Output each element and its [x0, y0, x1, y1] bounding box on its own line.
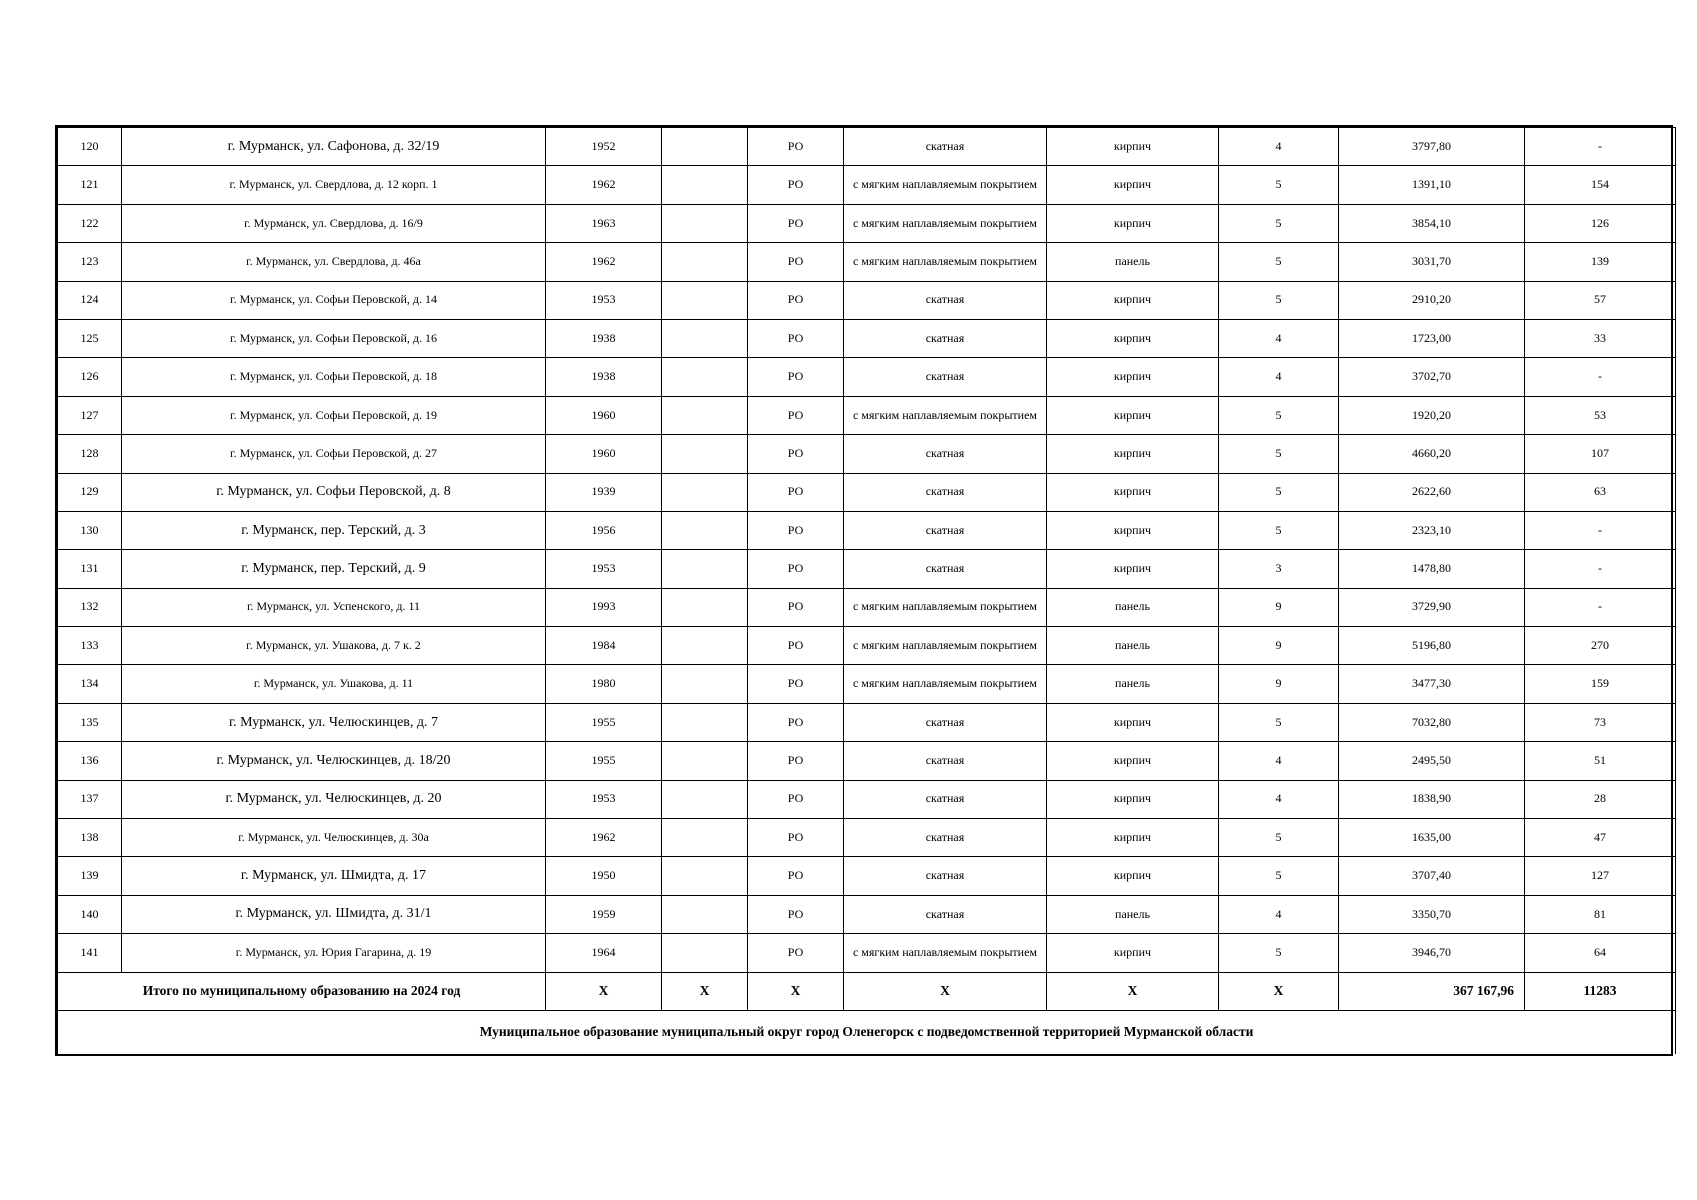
fund-mode-cell: РО [748, 243, 844, 281]
roof-type-cell: с мягким наплавляемым покрытием [844, 204, 1047, 242]
row-number: 120 [58, 128, 122, 166]
area-cell: 5196,80 [1339, 627, 1525, 665]
floors-cell: 5 [1219, 166, 1339, 204]
roof-type-cell: скатная [844, 435, 1047, 473]
fund-mode-cell: РО [748, 166, 844, 204]
total-label: Итого по муниципальному образованию на 2024 год [58, 972, 546, 1010]
roof-type-cell: скатная [844, 742, 1047, 780]
residents-cell: - [1525, 128, 1676, 166]
wall-material-cell: кирпич [1047, 550, 1219, 588]
total-residents: 11283 [1525, 972, 1676, 1010]
total-col4: X [662, 972, 748, 1010]
area-cell: 3702,70 [1339, 358, 1525, 396]
residents-cell: 63 [1525, 473, 1676, 511]
empty-cell [662, 780, 748, 818]
table-row [58, 473, 1676, 511]
address-cell: г. Мурманск, ул. Свердлова, д. 46а [122, 243, 546, 281]
residents-cell: 51 [1525, 742, 1676, 780]
table-row [58, 319, 1676, 357]
wall-material-cell: кирпич [1047, 128, 1219, 166]
roof-type-cell: скатная [844, 857, 1047, 895]
total-roof: X [844, 972, 1047, 1010]
area-cell: 3854,10 [1339, 204, 1525, 242]
roof-type-cell: скатная [844, 128, 1047, 166]
floors-cell: 5 [1219, 857, 1339, 895]
empty-cell [662, 665, 748, 703]
area-cell: 3946,70 [1339, 934, 1525, 972]
area-cell: 2323,10 [1339, 511, 1525, 549]
fund-mode-cell: РО [748, 473, 844, 511]
address-cell: г. Мурманск, ул. Свердлова, д. 16/9 [122, 204, 546, 242]
empty-cell [662, 934, 748, 972]
year-built-cell: 1993 [546, 588, 662, 626]
table-row [58, 934, 1676, 972]
fund-mode-cell: РО [748, 588, 844, 626]
wall-material-cell: кирпич [1047, 511, 1219, 549]
fund-mode-cell: РО [748, 627, 844, 665]
year-built-cell: 1953 [546, 550, 662, 588]
address-cell: г. Мурманск, пер. Терский, д. 9 [122, 550, 546, 588]
residents-cell: 154 [1525, 166, 1676, 204]
year-built-cell: 1939 [546, 473, 662, 511]
row-number: 140 [58, 895, 122, 933]
roof-type-cell: с мягким наплавляемым покрытием [844, 934, 1047, 972]
address-cell: г. Мурманск, ул. Челюскинцев, д. 20 [122, 780, 546, 818]
year-built-cell: 1953 [546, 281, 662, 319]
total-walls: X [1047, 972, 1219, 1010]
table-row [58, 204, 1676, 242]
table-row [58, 243, 1676, 281]
wall-material-cell: кирпич [1047, 934, 1219, 972]
roof-type-cell: скатная [844, 819, 1047, 857]
table-body [58, 128, 1676, 973]
row-number: 141 [58, 934, 122, 972]
fund-mode-cell: РО [748, 934, 844, 972]
area-cell: 3350,70 [1339, 895, 1525, 933]
roof-type-cell: скатная [844, 550, 1047, 588]
area-cell: 2622,60 [1339, 473, 1525, 511]
empty-cell [662, 473, 748, 511]
row-number: 124 [58, 281, 122, 319]
fund-mode-cell: РО [748, 857, 844, 895]
wall-material-cell: панель [1047, 895, 1219, 933]
residents-cell: - [1525, 550, 1676, 588]
empty-cell [662, 396, 748, 434]
residents-cell: 28 [1525, 780, 1676, 818]
address-cell: г. Мурманск, ул. Челюскинцев, д. 7 [122, 703, 546, 741]
floors-cell: 3 [1219, 550, 1339, 588]
empty-cell [662, 857, 748, 895]
floors-cell: 4 [1219, 780, 1339, 818]
floors-cell: 5 [1219, 281, 1339, 319]
row-number: 137 [58, 780, 122, 818]
residents-cell: 159 [1525, 665, 1676, 703]
wall-material-cell: кирпич [1047, 780, 1219, 818]
residents-cell: 126 [1525, 204, 1676, 242]
area-cell: 3797,80 [1339, 128, 1525, 166]
row-number: 126 [58, 358, 122, 396]
address-cell: г. Мурманск, ул. Софьи Перовской, д. 16 [122, 319, 546, 357]
next-section-title: Муниципальное образование муниципальный округ город Оленегорск с подведомственной территорией Мурманской области [58, 1010, 1676, 1054]
residents-cell: 139 [1525, 243, 1676, 281]
empty-cell [662, 550, 748, 588]
year-built-cell: 1964 [546, 934, 662, 972]
wall-material-cell: кирпич [1047, 703, 1219, 741]
roof-type-cell: скатная [844, 780, 1047, 818]
floors-cell: 4 [1219, 319, 1339, 357]
row-number: 122 [58, 204, 122, 242]
row-number: 127 [58, 396, 122, 434]
fund-mode-cell: РО [748, 550, 844, 588]
row-number: 133 [58, 627, 122, 665]
floors-cell: 4 [1219, 742, 1339, 780]
wall-material-cell: панель [1047, 627, 1219, 665]
wall-material-cell: панель [1047, 665, 1219, 703]
residents-cell: 127 [1525, 857, 1676, 895]
wall-material-cell: кирпич [1047, 742, 1219, 780]
section-header-row [58, 1010, 1676, 1054]
roof-type-cell: с мягким наплавляемым покрытием [844, 396, 1047, 434]
wall-material-cell: кирпич [1047, 358, 1219, 396]
year-built-cell: 1956 [546, 511, 662, 549]
wall-material-cell: панель [1047, 243, 1219, 281]
year-built-cell: 1962 [546, 243, 662, 281]
address-cell: г. Мурманск, ул. Софьи Перовской, д. 14 [122, 281, 546, 319]
roof-type-cell: с мягким наплавляемым покрытием [844, 588, 1047, 626]
empty-cell [662, 204, 748, 242]
table-row [58, 550, 1676, 588]
address-cell: г. Мурманск, ул. Сафонова, д. 32/19 [122, 128, 546, 166]
year-built-cell: 1952 [546, 128, 662, 166]
address-cell: г. Мурманск, ул. Челюскинцев, д. 30а [122, 819, 546, 857]
table-row [58, 396, 1676, 434]
floors-cell: 9 [1219, 627, 1339, 665]
address-cell: г. Мурманск, ул. Ушакова, д. 7 к. 2 [122, 627, 546, 665]
floors-cell: 9 [1219, 665, 1339, 703]
roof-type-cell: скатная [844, 281, 1047, 319]
residents-cell: 47 [1525, 819, 1676, 857]
fund-mode-cell: РО [748, 742, 844, 780]
roof-type-cell: скатная [844, 703, 1047, 741]
wall-material-cell: панель [1047, 588, 1219, 626]
table-row [58, 857, 1676, 895]
floors-cell: 4 [1219, 358, 1339, 396]
year-built-cell: 1980 [546, 665, 662, 703]
wall-material-cell: кирпич [1047, 166, 1219, 204]
floors-cell: 5 [1219, 243, 1339, 281]
housing-register-table [57, 127, 1676, 1054]
roof-type-cell: скатная [844, 319, 1047, 357]
table-row [58, 166, 1676, 204]
fund-mode-cell: РО [748, 780, 844, 818]
empty-cell [662, 319, 748, 357]
area-cell: 1478,80 [1339, 550, 1525, 588]
address-cell: г. Мурманск, ул. Софьи Перовской, д. 19 [122, 396, 546, 434]
year-built-cell: 1984 [546, 627, 662, 665]
address-cell: г. Мурманск, ул. Челюскинцев, д. 18/20 [122, 742, 546, 780]
area-cell: 1920,20 [1339, 396, 1525, 434]
year-built-cell: 1960 [546, 435, 662, 473]
table-row [58, 128, 1676, 166]
roof-type-cell: скатная [844, 895, 1047, 933]
row-number: 130 [58, 511, 122, 549]
wall-material-cell: кирпич [1047, 435, 1219, 473]
fund-mode-cell: РО [748, 281, 844, 319]
fund-mode-cell: РО [748, 319, 844, 357]
area-cell: 2910,20 [1339, 281, 1525, 319]
register-sheet [55, 125, 1673, 1056]
address-cell: г. Мурманск, ул. Софьи Перовской, д. 18 [122, 358, 546, 396]
empty-cell [662, 166, 748, 204]
residents-cell: 33 [1525, 319, 1676, 357]
row-number: 129 [58, 473, 122, 511]
table-row [58, 742, 1676, 780]
area-cell: 4660,20 [1339, 435, 1525, 473]
fund-mode-cell: РО [748, 819, 844, 857]
fund-mode-cell: РО [748, 358, 844, 396]
residents-cell: - [1525, 358, 1676, 396]
table-row [58, 819, 1676, 857]
area-cell: 1838,90 [1339, 780, 1525, 818]
empty-cell [662, 703, 748, 741]
empty-cell [662, 742, 748, 780]
roof-type-cell: скатная [844, 511, 1047, 549]
area-cell: 3707,40 [1339, 857, 1525, 895]
floors-cell: 5 [1219, 435, 1339, 473]
table-row [58, 435, 1676, 473]
row-number: 139 [58, 857, 122, 895]
address-cell: г. Мурманск, пер. Терский, д. 3 [122, 511, 546, 549]
area-cell: 3477,30 [1339, 665, 1525, 703]
table-row [58, 281, 1676, 319]
fund-mode-cell: РО [748, 128, 844, 166]
year-built-cell: 1963 [546, 204, 662, 242]
year-built-cell: 1955 [546, 742, 662, 780]
row-number: 125 [58, 319, 122, 357]
fund-mode-cell: РО [748, 511, 844, 549]
year-built-cell: 1960 [546, 396, 662, 434]
empty-cell [662, 511, 748, 549]
table-row [58, 358, 1676, 396]
row-number: 123 [58, 243, 122, 281]
row-number: 138 [58, 819, 122, 857]
year-built-cell: 1955 [546, 703, 662, 741]
empty-cell [662, 358, 748, 396]
address-cell: г. Мурманск, ул. Свердлова, д. 12 корп. 1 [122, 166, 546, 204]
row-number: 132 [58, 588, 122, 626]
total-year: X [546, 972, 662, 1010]
row-number: 128 [58, 435, 122, 473]
residents-cell: 81 [1525, 895, 1676, 933]
wall-material-cell: кирпич [1047, 319, 1219, 357]
area-cell: 3031,70 [1339, 243, 1525, 281]
address-cell: г. Мурманск, ул. Шмидта, д. 31/1 [122, 895, 546, 933]
year-built-cell: 1962 [546, 166, 662, 204]
row-number: 131 [58, 550, 122, 588]
residents-cell: 53 [1525, 396, 1676, 434]
roof-type-cell: с мягким наплавляемым покрытием [844, 627, 1047, 665]
fund-mode-cell: РО [748, 703, 844, 741]
roof-type-cell: скатная [844, 473, 1047, 511]
floors-cell: 9 [1219, 588, 1339, 626]
residents-cell: 57 [1525, 281, 1676, 319]
fund-mode-cell: РО [748, 895, 844, 933]
total-floors: X [1219, 972, 1339, 1010]
wall-material-cell: кирпич [1047, 204, 1219, 242]
empty-cell [662, 819, 748, 857]
table-row [58, 703, 1676, 741]
address-cell: г. Мурманск, ул. Софьи Перовской, д. 27 [122, 435, 546, 473]
table-row [58, 588, 1676, 626]
year-built-cell: 1938 [546, 319, 662, 357]
year-built-cell: 1953 [546, 780, 662, 818]
empty-cell [662, 627, 748, 665]
year-built-cell: 1959 [546, 895, 662, 933]
area-cell: 1635,00 [1339, 819, 1525, 857]
address-cell: г. Мурманск, ул. Ушакова, д. 11 [122, 665, 546, 703]
address-cell: г. Мурманск, ул. Успенского, д. 11 [122, 588, 546, 626]
residents-cell: - [1525, 588, 1676, 626]
floors-cell: 5 [1219, 511, 1339, 549]
row-number: 135 [58, 703, 122, 741]
residents-cell: - [1525, 511, 1676, 549]
floors-cell: 5 [1219, 473, 1339, 511]
year-built-cell: 1938 [546, 358, 662, 396]
roof-type-cell: скатная [844, 358, 1047, 396]
residents-cell: 107 [1525, 435, 1676, 473]
address-cell: г. Мурманск, ул. Шмидта, д. 17 [122, 857, 546, 895]
total-row [58, 972, 1676, 1010]
table-row [58, 780, 1676, 818]
roof-type-cell: с мягким наплавляемым покрытием [844, 166, 1047, 204]
roof-type-cell: с мягким наплавляемым покрытием [844, 243, 1047, 281]
row-number: 121 [58, 166, 122, 204]
floors-cell: 5 [1219, 934, 1339, 972]
table-row [58, 511, 1676, 549]
floors-cell: 5 [1219, 204, 1339, 242]
total-area: 367 167,96 [1339, 972, 1525, 1010]
residents-cell: 73 [1525, 703, 1676, 741]
wall-material-cell: кирпич [1047, 819, 1219, 857]
year-built-cell: 1950 [546, 857, 662, 895]
area-cell: 7032,80 [1339, 703, 1525, 741]
empty-cell [662, 895, 748, 933]
row-number: 136 [58, 742, 122, 780]
address-cell: г. Мурманск, ул. Юрия Гагарина, д. 19 [122, 934, 546, 972]
table-row [58, 895, 1676, 933]
residents-cell: 270 [1525, 627, 1676, 665]
total-mode: X [748, 972, 844, 1010]
fund-mode-cell: РО [748, 435, 844, 473]
area-cell: 3729,90 [1339, 588, 1525, 626]
empty-cell [662, 128, 748, 166]
address-cell: г. Мурманск, ул. Софьи Перовской, д. 8 [122, 473, 546, 511]
wall-material-cell: кирпич [1047, 473, 1219, 511]
table-row [58, 627, 1676, 665]
table-row [58, 665, 1676, 703]
roof-type-cell: с мягким наплавляемым покрытием [844, 665, 1047, 703]
fund-mode-cell: РО [748, 396, 844, 434]
floors-cell: 4 [1219, 895, 1339, 933]
residents-cell: 64 [1525, 934, 1676, 972]
floors-cell: 5 [1219, 396, 1339, 434]
floors-cell: 5 [1219, 703, 1339, 741]
wall-material-cell: кирпич [1047, 857, 1219, 895]
area-cell: 1391,10 [1339, 166, 1525, 204]
empty-cell [662, 588, 748, 626]
empty-cell [662, 243, 748, 281]
fund-mode-cell: РО [748, 665, 844, 703]
empty-cell [662, 281, 748, 319]
year-built-cell: 1962 [546, 819, 662, 857]
wall-material-cell: кирпич [1047, 281, 1219, 319]
fund-mode-cell: РО [748, 204, 844, 242]
floors-cell: 5 [1219, 819, 1339, 857]
wall-material-cell: кирпич [1047, 396, 1219, 434]
area-cell: 1723,00 [1339, 319, 1525, 357]
empty-cell [662, 435, 748, 473]
row-number: 134 [58, 665, 122, 703]
floors-cell: 4 [1219, 128, 1339, 166]
area-cell: 2495,50 [1339, 742, 1525, 780]
